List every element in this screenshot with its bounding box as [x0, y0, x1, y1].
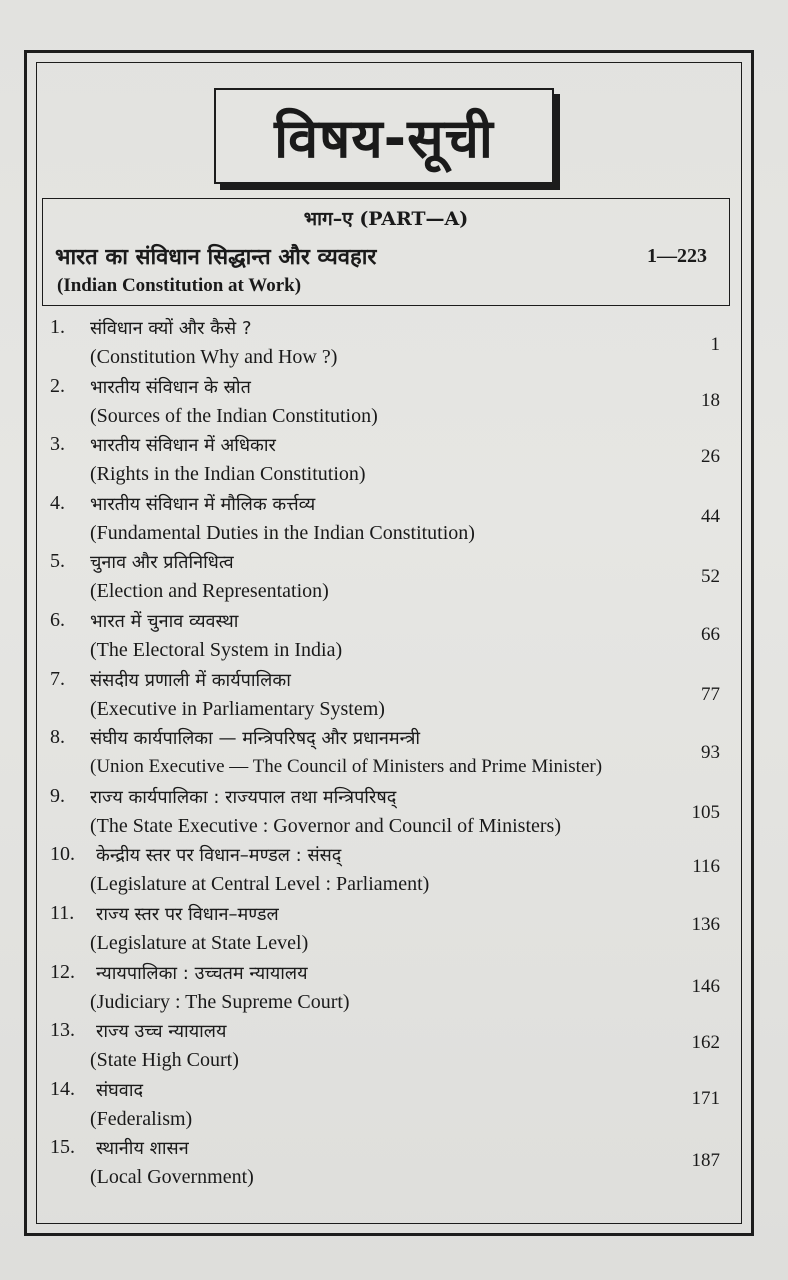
- toc-entry: [50, 433, 730, 491]
- toc-entry: [50, 316, 730, 374]
- page-title: विषय-सूची: [274, 107, 494, 170]
- toc-entry-english-title: (The State Executive : Governor and Council of Ministers): [90, 814, 561, 837]
- toc-entry-page-number: 162: [691, 1031, 720, 1053]
- toc-entry-english-title: (Election and Representation): [90, 580, 329, 603]
- title-box: [214, 88, 554, 184]
- toc-entry-english-title: (Constitution Why and How ?): [90, 346, 338, 368]
- toc-entry: [50, 550, 730, 608]
- toc-entry-page-number: 1: [710, 334, 720, 355]
- part-a-box: [42, 198, 730, 306]
- toc-entry: [50, 785, 730, 843]
- toc-entry-english-title: (Local Government): [90, 1166, 254, 1189]
- toc-entry-number: 7.: [50, 667, 65, 690]
- toc-entry: [50, 1078, 730, 1136]
- toc-entry: [50, 668, 730, 726]
- toc-entry-page-number: 93: [701, 741, 720, 763]
- part-page-range: 1—223: [647, 245, 707, 267]
- toc-entry-number: 12.: [50, 960, 75, 983]
- toc-entry-page-number: 66: [701, 624, 720, 645]
- toc-entry-hindi-title: भारतीय संविधान में अधिकार: [90, 435, 276, 457]
- toc-entry-english-title: (The Electoral System in India): [90, 639, 343, 661]
- toc-entry-english-title: (State High Court): [90, 1049, 239, 1072]
- toc-entry-page-number: 116: [692, 855, 720, 877]
- toc-entry-hindi-title: केन्द्रीय स्तर पर विधान–मण्डल : संसद्: [96, 845, 342, 867]
- toc-entry: [50, 492, 730, 550]
- toc-entry-hindi-title: संघवाद: [96, 1079, 144, 1101]
- toc-entry-hindi-title: संघीय कार्यपालिका — मन्त्रिपरिषद् और प्रधानमन्त्री: [90, 728, 421, 750]
- toc-entry: [50, 609, 730, 667]
- toc-entry-page-number: 136: [691, 914, 720, 935]
- toc-entry-page-number: 77: [701, 683, 720, 705]
- toc-entry-english-title: (Executive in Parliamentary System): [90, 697, 385, 720]
- toc-entry-page-number: 105: [691, 801, 720, 823]
- part-subtitle-hindi: भारत का संविधान सिद्धान्त और व्यवहार: [55, 245, 377, 270]
- toc-entry-number: 13.: [50, 1019, 75, 1042]
- toc-entry-english-title: (Legislature at Central Level : Parliament): [90, 873, 430, 896]
- toc-entry-number: 15.: [50, 1136, 75, 1159]
- toc-entry: [50, 843, 730, 901]
- toc-entry-hindi-title: भारतीय संविधान में मौलिक कर्त्तव्य: [90, 493, 316, 515]
- toc-entry-hindi-title: संसदीय प्रणाली में कार्यपालिका: [90, 669, 291, 691]
- toc-entry: [50, 902, 730, 960]
- toc-entry-number: 6.: [50, 609, 65, 631]
- toc-entry-english-title: (Federalism): [90, 1107, 193, 1130]
- toc-entry-page-number: 171: [691, 1087, 720, 1109]
- toc-entry-number: 2.: [50, 374, 65, 397]
- toc-entry-number: 4.: [50, 491, 65, 514]
- toc-entry-page-number: 18: [701, 389, 720, 411]
- toc-entry: [50, 1136, 730, 1194]
- toc-entry-hindi-title: भारतीय संविधान के स्रोत: [90, 376, 251, 398]
- toc-entry-number: 10.: [50, 843, 75, 866]
- toc-entry-english-title: (Fundamental Duties in the Indian Constitution): [90, 521, 475, 544]
- toc-entry: [50, 1019, 730, 1077]
- toc-entry-english-title: (Legislature at State Level): [90, 932, 309, 954]
- toc-entry-page-number: 52: [701, 565, 720, 587]
- toc-entry-hindi-title: संविधान क्यों और कैसे ?: [90, 318, 252, 339]
- toc-entry-hindi-title: चुनाव और प्रतिनिधित्व: [90, 552, 234, 574]
- toc-entry-number: 9.: [50, 784, 65, 807]
- toc-entry-hindi-title: राज्य स्तर पर विधान–मण्डल: [96, 904, 279, 925]
- toc-entry-english-title: (Judiciary : The Supreme Court): [90, 990, 350, 1013]
- toc-entry-english-title: (Sources of the Indian Constitution): [90, 404, 378, 427]
- part-subtitle-english: (Indian Constitution at Work): [57, 275, 302, 296]
- part-heading: भाग–ए (PART—A): [303, 208, 469, 230]
- toc-entry-page-number: 26: [701, 445, 720, 467]
- toc-entry: [50, 961, 730, 1019]
- toc-entry-page-number: 44: [701, 505, 720, 527]
- toc-entry-number: 8.: [50, 726, 65, 749]
- toc-entry: [50, 726, 730, 784]
- toc-entry-number: 5.: [50, 550, 65, 573]
- toc-entry-hindi-title: न्यायपालिका : उच्चतम न्यायालय: [96, 962, 308, 984]
- toc-entry-page-number: 187: [691, 1149, 720, 1171]
- toc-entry-page-number: 146: [691, 975, 720, 997]
- toc-entry-number: 11.: [50, 902, 75, 924]
- toc-entry-english-title: (Rights in the Indian Constitution): [90, 463, 366, 486]
- toc-entry-number: 14.: [50, 1077, 75, 1100]
- toc-entry-hindi-title: स्थानीय शासन: [96, 1138, 189, 1160]
- toc-entry-english-title: (Union Executive — The Council of Ministers and Prime Minister): [90, 756, 603, 778]
- toc-entry: [50, 375, 730, 433]
- toc-entry-hindi-title: राज्य उच्च न्यायालय: [96, 1021, 227, 1043]
- toc-entry-number: 3.: [50, 433, 65, 456]
- toc-entry-number: 1.: [50, 316, 65, 338]
- toc-entry-hindi-title: भारत में चुनाव व्यवस्था: [90, 611, 239, 632]
- toc-entry-hindi-title: राज्य कार्यपालिका : राज्यपाल तथा मन्त्रिपरिषद्: [90, 786, 397, 808]
